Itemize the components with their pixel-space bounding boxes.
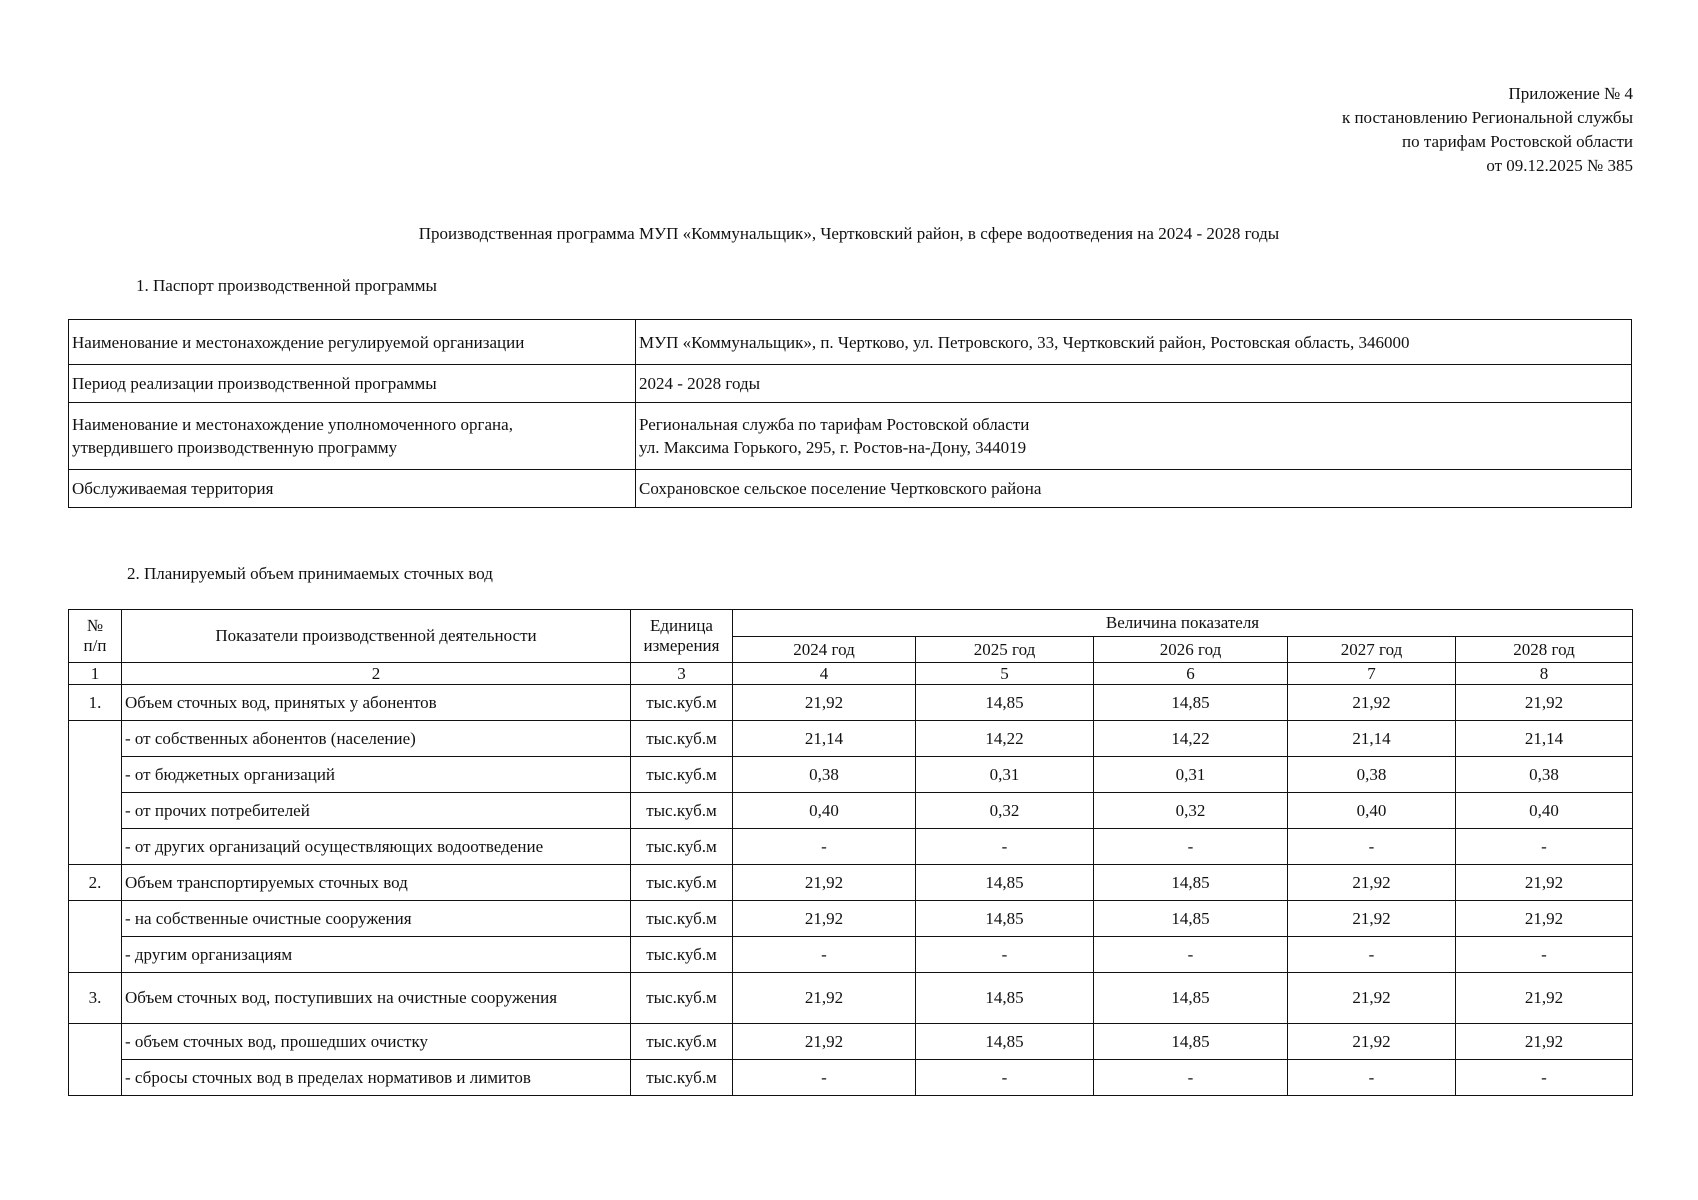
passport-label [69, 403, 636, 470]
header-year: 2024 год [733, 637, 916, 663]
row-value: - [1456, 829, 1633, 865]
table-row [69, 937, 1633, 973]
row-name: - объем сточных вод, прошедших очистку [122, 1024, 631, 1060]
header-year: 2028 год [1456, 637, 1633, 663]
passport-label: Наименование и местонахождение регулируемой организации [69, 320, 636, 365]
row-value: - [1456, 1060, 1633, 1096]
column-number: 4 [733, 663, 916, 685]
row-value: 0,31 [916, 757, 1094, 793]
row-value: - [733, 829, 916, 865]
row-value: 14,85 [1094, 865, 1288, 901]
section-heading-volumes: 2. Планируемый объем принимаемых сточных вод [127, 564, 493, 583]
header-unit [631, 610, 733, 663]
volumes-table [68, 609, 1633, 1096]
table-row [69, 793, 1633, 829]
row-num: 1. [69, 685, 122, 721]
row-value: 21,92 [1288, 901, 1456, 937]
row-name: - от других организаций осуществляющих водоотведение [122, 829, 631, 865]
row-value: 14,85 [1094, 901, 1288, 937]
table-row [69, 901, 1633, 937]
passport-label-line: Наименование и местонахождение уполномоченного органа, [72, 415, 513, 434]
passport-value: Сохрановское сельское поселение Чертковского района [636, 470, 1632, 508]
table-row [69, 470, 1632, 508]
appendix-line: к постановлению Региональной службы [1341, 108, 1633, 127]
row-name: Объем сточных вод, поступивших на очистные сооружения [122, 973, 631, 1024]
row-value: 0,38 [1288, 757, 1456, 793]
row-value: 21,92 [733, 865, 916, 901]
column-number: 3 [631, 663, 733, 685]
header-num-line: п/п [83, 636, 107, 655]
header-num-line: № [86, 616, 104, 635]
table-row [69, 1024, 1633, 1060]
row-value: 0,40 [1456, 793, 1633, 829]
row-num-empty [69, 901, 122, 973]
table-row [69, 829, 1633, 865]
table-row [69, 757, 1633, 793]
row-unit: тыс.куб.м [631, 937, 733, 973]
column-number: 8 [1456, 663, 1633, 685]
passport-label: Обслуживаемая территория [69, 470, 636, 508]
passport-value: 2024 - 2028 годы [636, 365, 1632, 403]
table-row [69, 865, 1633, 901]
row-value: 21,14 [1288, 721, 1456, 757]
row-unit: тыс.куб.м [631, 901, 733, 937]
passport-label: Период реализации производственной программы [69, 365, 636, 403]
row-value: 14,85 [916, 685, 1094, 721]
row-value: 14,85 [916, 1024, 1094, 1060]
row-value: 0,32 [1094, 793, 1288, 829]
row-value: - [1094, 829, 1288, 865]
row-num-empty [69, 721, 122, 865]
header-indicator: Показатели производственной деятельности [122, 610, 631, 663]
header-row [69, 610, 1633, 637]
row-unit: тыс.куб.м [631, 1060, 733, 1096]
row-value: 21,92 [733, 685, 916, 721]
row-num: 3. [69, 973, 122, 1024]
row-value: - [1288, 1060, 1456, 1096]
row-value: 21,92 [1288, 865, 1456, 901]
row-value: 21,92 [1456, 865, 1633, 901]
appendix-line: от 09.12.2025 № 385 [1486, 156, 1633, 175]
row-value: 0,38 [1456, 757, 1633, 793]
row-value: 21,92 [1288, 973, 1456, 1024]
row-unit: тыс.куб.м [631, 973, 733, 1024]
table-row [69, 320, 1632, 365]
appendix-header [1342, 82, 1633, 178]
row-value: 14,85 [1094, 1024, 1288, 1060]
row-value: 14,22 [1094, 721, 1288, 757]
header-year: 2025 год [916, 637, 1094, 663]
table-row [69, 1060, 1633, 1096]
column-number: 2 [122, 663, 631, 685]
passport-value [636, 403, 1632, 470]
column-number: 7 [1288, 663, 1456, 685]
table-row [69, 973, 1633, 1024]
row-value: 0,40 [733, 793, 916, 829]
header-unit-line: измерения [643, 636, 720, 655]
row-value: - [1288, 829, 1456, 865]
row-value: 21,92 [733, 1024, 916, 1060]
row-value: - [916, 829, 1094, 865]
row-value: 21,14 [1456, 721, 1633, 757]
passport-value-line: Региональная служба по тарифам Ростовской области [639, 415, 1030, 434]
passport-value-line: ул. Максима Горького, 295, г. Ростов-на-Дону, 344019 [639, 438, 1027, 457]
row-value: - [916, 1060, 1094, 1096]
row-value: - [1094, 937, 1288, 973]
row-value: 0,38 [733, 757, 916, 793]
row-name: Объем транспортируемых сточных вод [122, 865, 631, 901]
row-value: 21,14 [733, 721, 916, 757]
row-unit: тыс.куб.м [631, 685, 733, 721]
passport-label-line: утвердившего производственную программу [72, 438, 398, 457]
table-row [69, 365, 1632, 403]
row-value: 21,92 [1456, 685, 1633, 721]
row-value: 14,85 [916, 973, 1094, 1024]
row-value: - [1456, 937, 1633, 973]
row-value: 14,85 [916, 865, 1094, 901]
row-unit: тыс.куб.м [631, 1024, 733, 1060]
passport-value: МУП «Коммунальщик», п. Чертково, ул. Петровского, 33, Чертковский район, Ростовская область, 346000 [636, 320, 1632, 365]
row-name: - на собственные очистные сооружения [122, 901, 631, 937]
row-value: - [916, 937, 1094, 973]
row-unit: тыс.куб.м [631, 829, 733, 865]
row-value: 21,92 [733, 973, 916, 1024]
row-num-empty [69, 1024, 122, 1096]
row-value: - [733, 937, 916, 973]
header-num [69, 610, 122, 663]
row-value: 14,85 [1094, 685, 1288, 721]
row-name: - от прочих потребителей [122, 793, 631, 829]
row-num: 2. [69, 865, 122, 901]
column-number: 5 [916, 663, 1094, 685]
row-value: - [1094, 1060, 1288, 1096]
row-unit: тыс.куб.м [631, 793, 733, 829]
row-value: 14,85 [1094, 973, 1288, 1024]
row-value: 21,92 [1456, 1024, 1633, 1060]
row-name: - от собственных абонентов (население) [122, 721, 631, 757]
row-value: 0,40 [1288, 793, 1456, 829]
row-unit: тыс.куб.м [631, 721, 733, 757]
table-row [69, 721, 1633, 757]
appendix-line: по тарифам Ростовской области [1402, 132, 1633, 151]
column-number: 1 [69, 663, 122, 685]
row-value: 21,92 [1288, 1024, 1456, 1060]
header-value-group: Величина показателя [733, 610, 1633, 637]
header-unit-line: Единица [650, 616, 713, 635]
table-row [69, 685, 1633, 721]
header-year: 2027 год [1288, 637, 1456, 663]
table-row [69, 403, 1632, 470]
row-value: 21,92 [1456, 973, 1633, 1024]
row-value: 0,31 [1094, 757, 1288, 793]
column-number-row [69, 663, 1633, 685]
row-value: - [1288, 937, 1456, 973]
row-value: 21,92 [1288, 685, 1456, 721]
document-title: Производственная программа МУП «Коммунальщик», Чертковский район, в сфере водоотведения на 2024 - 2028 годы [418, 224, 1280, 243]
row-name: Объем сточных вод, принятых у абонентов [122, 685, 631, 721]
row-name: - сбросы сточных вод в пределах нормативов и лимитов [122, 1060, 631, 1096]
appendix-line: Приложение № 4 [1508, 84, 1633, 103]
row-value: 14,85 [916, 901, 1094, 937]
section-heading-passport: 1. Паспорт производственной программы [136, 276, 437, 295]
row-name: - от бюджетных организаций [122, 757, 631, 793]
passport-table [68, 319, 1632, 508]
row-value: - [733, 1060, 916, 1096]
row-name: - другим организациям [122, 937, 631, 973]
row-value: 14,22 [916, 721, 1094, 757]
column-number: 6 [1094, 663, 1288, 685]
row-value: 21,92 [1456, 901, 1633, 937]
row-value: 0,32 [916, 793, 1094, 829]
header-year: 2026 год [1094, 637, 1288, 663]
row-unit: тыс.куб.м [631, 865, 733, 901]
row-value: 21,92 [733, 901, 916, 937]
row-unit: тыс.куб.м [631, 757, 733, 793]
